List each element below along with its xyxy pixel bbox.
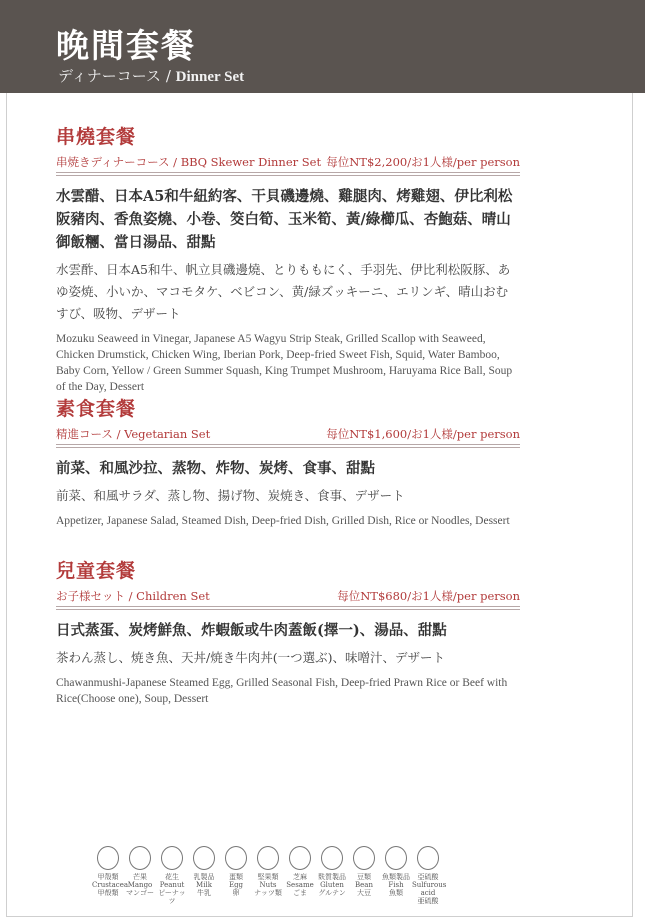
- bean-icon: [353, 846, 375, 870]
- allergen-zh: 魚類製品: [382, 873, 410, 881]
- divider: [56, 606, 520, 607]
- menu-items-en: Appetizer, Japanese Salad, Steamed Dish, Deep-fried Dish, Grilled Dish, Rice or Noodles, Dessert: [56, 515, 510, 527]
- allergen-jp: 大豆: [357, 889, 371, 897]
- menu-items-jp: 前菜、和風サラダ、蒸し物、揚げ物、炭焼き、食事、デザート: [56, 488, 405, 503]
- allergen-en: Peanut: [159, 881, 185, 889]
- allergen-jp: 亜硫酸: [417, 897, 439, 905]
- allergen-en: Bean: [355, 881, 373, 889]
- allergen-zh: 蛋類: [229, 873, 243, 881]
- allergen-en: Nuts: [259, 881, 277, 889]
- divider: [56, 175, 520, 176]
- section-vegetarian: [56, 394, 520, 529]
- allergen-item: [252, 846, 284, 905]
- allergen-zh: 亞硫酸: [417, 873, 439, 881]
- divider: [56, 444, 520, 445]
- section-subtitle-row: [56, 426, 520, 442]
- menu-items-en: Mozuku Seaweed in Vinegar, Japanese A5 Wagyu Strip Steak, Grilled Scallop with Seaweed, Chicken Drumstick, Chicken Wing, Iberian Pork, Deep-fried Sweet Fish, Squid, Water Bamboo, Baby Corn, Yellow / Green Summer Squash, King Trumpet Mushroom, Haruyama Rice Ball, Soup of the Day, Dessert: [56, 333, 513, 393]
- sulfite-icon: [417, 846, 439, 870]
- page-subtitle: [58, 65, 244, 86]
- sesame-icon: [289, 846, 311, 870]
- page-title: 晚間套餐: [56, 26, 196, 65]
- menu-items-en: Chawanmushi-Japanese Steamed Egg, Grilled Seasonal Fish, Deep-fried Prawn Rice or Beef with Rice(Choose one), Soup, Dessert: [56, 677, 508, 705]
- allergen-en: Mango: [127, 881, 153, 889]
- allergen-item: [412, 846, 447, 905]
- section-subtitle-row: [56, 588, 520, 604]
- allergen-item: [220, 846, 252, 905]
- allergen-jp: 甲殻類: [97, 889, 119, 897]
- egg-icon: [225, 846, 247, 870]
- allergen-item: [156, 846, 188, 905]
- allergen-zh: 豆類: [357, 873, 371, 881]
- allergen-jp: ピーナッツ: [158, 889, 186, 905]
- section-bbq-skewer: [56, 122, 520, 395]
- allergen-zh: 甲殼類: [97, 873, 119, 881]
- section-subtitle: 精進コース / Vegetarian Set: [56, 427, 211, 441]
- section-children: [56, 556, 520, 707]
- allergen-zh: 乳製品: [193, 873, 215, 881]
- section-title: 串燒套餐: [56, 126, 137, 148]
- allergen-zh: 麩質製品: [318, 873, 346, 881]
- allergen-jp: マンゴー: [126, 889, 154, 897]
- menu-items-zh: 日式蒸蛋、炭烤鮮魚、炸蝦飯或牛肉蓋飯(擇一)、湯品、甜點: [56, 622, 447, 639]
- allergen-item: [316, 846, 348, 905]
- allergen-en: Sesame: [286, 881, 314, 889]
- allergen-item: [188, 846, 220, 905]
- allergen-item: [124, 846, 156, 905]
- allergen-item: [380, 846, 412, 905]
- allergen-en: Egg: [228, 881, 244, 889]
- allergen-jp: グルテン: [318, 889, 346, 897]
- peanut-icon: [161, 846, 183, 870]
- section-title: 素食套餐: [56, 398, 137, 420]
- section-subtitle-row: [56, 154, 520, 170]
- allergen-zh: 堅果類: [257, 873, 279, 881]
- allergen-en: Fish: [388, 881, 404, 889]
- section-title: 兒童套餐: [56, 560, 137, 582]
- subtitle-jp: ディナーコース /: [58, 67, 171, 85]
- allergen-zh: 花生: [165, 873, 179, 881]
- allergen-jp: 魚類: [389, 889, 403, 897]
- milk-icon: [193, 846, 215, 870]
- divider: [56, 609, 520, 610]
- section-subtitle: 串焼きディナーコース / BBQ Skewer Dinner Set: [56, 155, 322, 169]
- allergen-en: Gluten: [320, 881, 344, 889]
- allergen-en: Milk: [196, 881, 212, 889]
- allergen-en: Crustacea: [92, 881, 129, 889]
- allergen-legend: [92, 846, 447, 905]
- allergen-en: Sulfurous acid: [412, 881, 447, 897]
- allergen-item: [92, 846, 129, 905]
- section-subtitle: お子様セット / Children Set: [56, 589, 210, 603]
- allergen-jp: 牛乳: [197, 889, 211, 897]
- allergen-item: [348, 846, 380, 905]
- divider: [56, 447, 520, 448]
- allergen-zh: 芒果: [133, 873, 147, 881]
- section-price: 每位NT$2,200/お1人様/per person: [326, 155, 520, 169]
- nut-icon: [257, 846, 279, 870]
- menu-items-zh: 前菜、和風沙拉、蒸物、炸物、炭烤、食事、甜點: [56, 460, 375, 477]
- menu-items-jp: 水雲酢、日本A5和牛、帆立貝磯邊燒、とりももにく、手羽先、伊比利松阪豚、あゆ姿焼、小いか、マコモタケ、ベビコン、黄/緑ズッキーニ、エリンギ、晴山おむすび、吸物、デザート: [56, 262, 511, 321]
- menu-items-zh: 水雲醋、日本A5和牛紐約客、干貝磯邊燒、雞腿肉、烤雞翅、伊比利松阪豬肉、香魚姿燒、小卷、筊白筍、玉米筍、黃/綠櫛瓜、杏鮑菇、晴山御飯糰、當日湯品、甜點: [56, 188, 513, 251]
- allergen-jp: 卵: [232, 889, 240, 897]
- divider: [56, 172, 520, 173]
- section-price: 每位NT$1,600/お1人様/per person: [326, 427, 520, 441]
- allergen-jp: ごま: [293, 889, 307, 897]
- mango-icon: [129, 846, 151, 870]
- menu-items-jp: 茶わん蒸し、焼き魚、天丼/焼き牛肉丼(一つ選ぶ)、味噌汁、デザート: [56, 650, 445, 665]
- allergen-item: [284, 846, 316, 905]
- header-banner: [0, 0, 645, 93]
- shrimp-icon: [97, 846, 119, 870]
- allergen-zh: 芝麻: [293, 873, 307, 881]
- gluten-icon: [321, 846, 343, 870]
- subtitle-en: Dinner Set: [175, 69, 245, 85]
- section-price: 每位NT$680/お1人様/per person: [337, 589, 520, 603]
- fish-icon: [385, 846, 407, 870]
- allergen-jp: ナッツ類: [254, 889, 282, 897]
